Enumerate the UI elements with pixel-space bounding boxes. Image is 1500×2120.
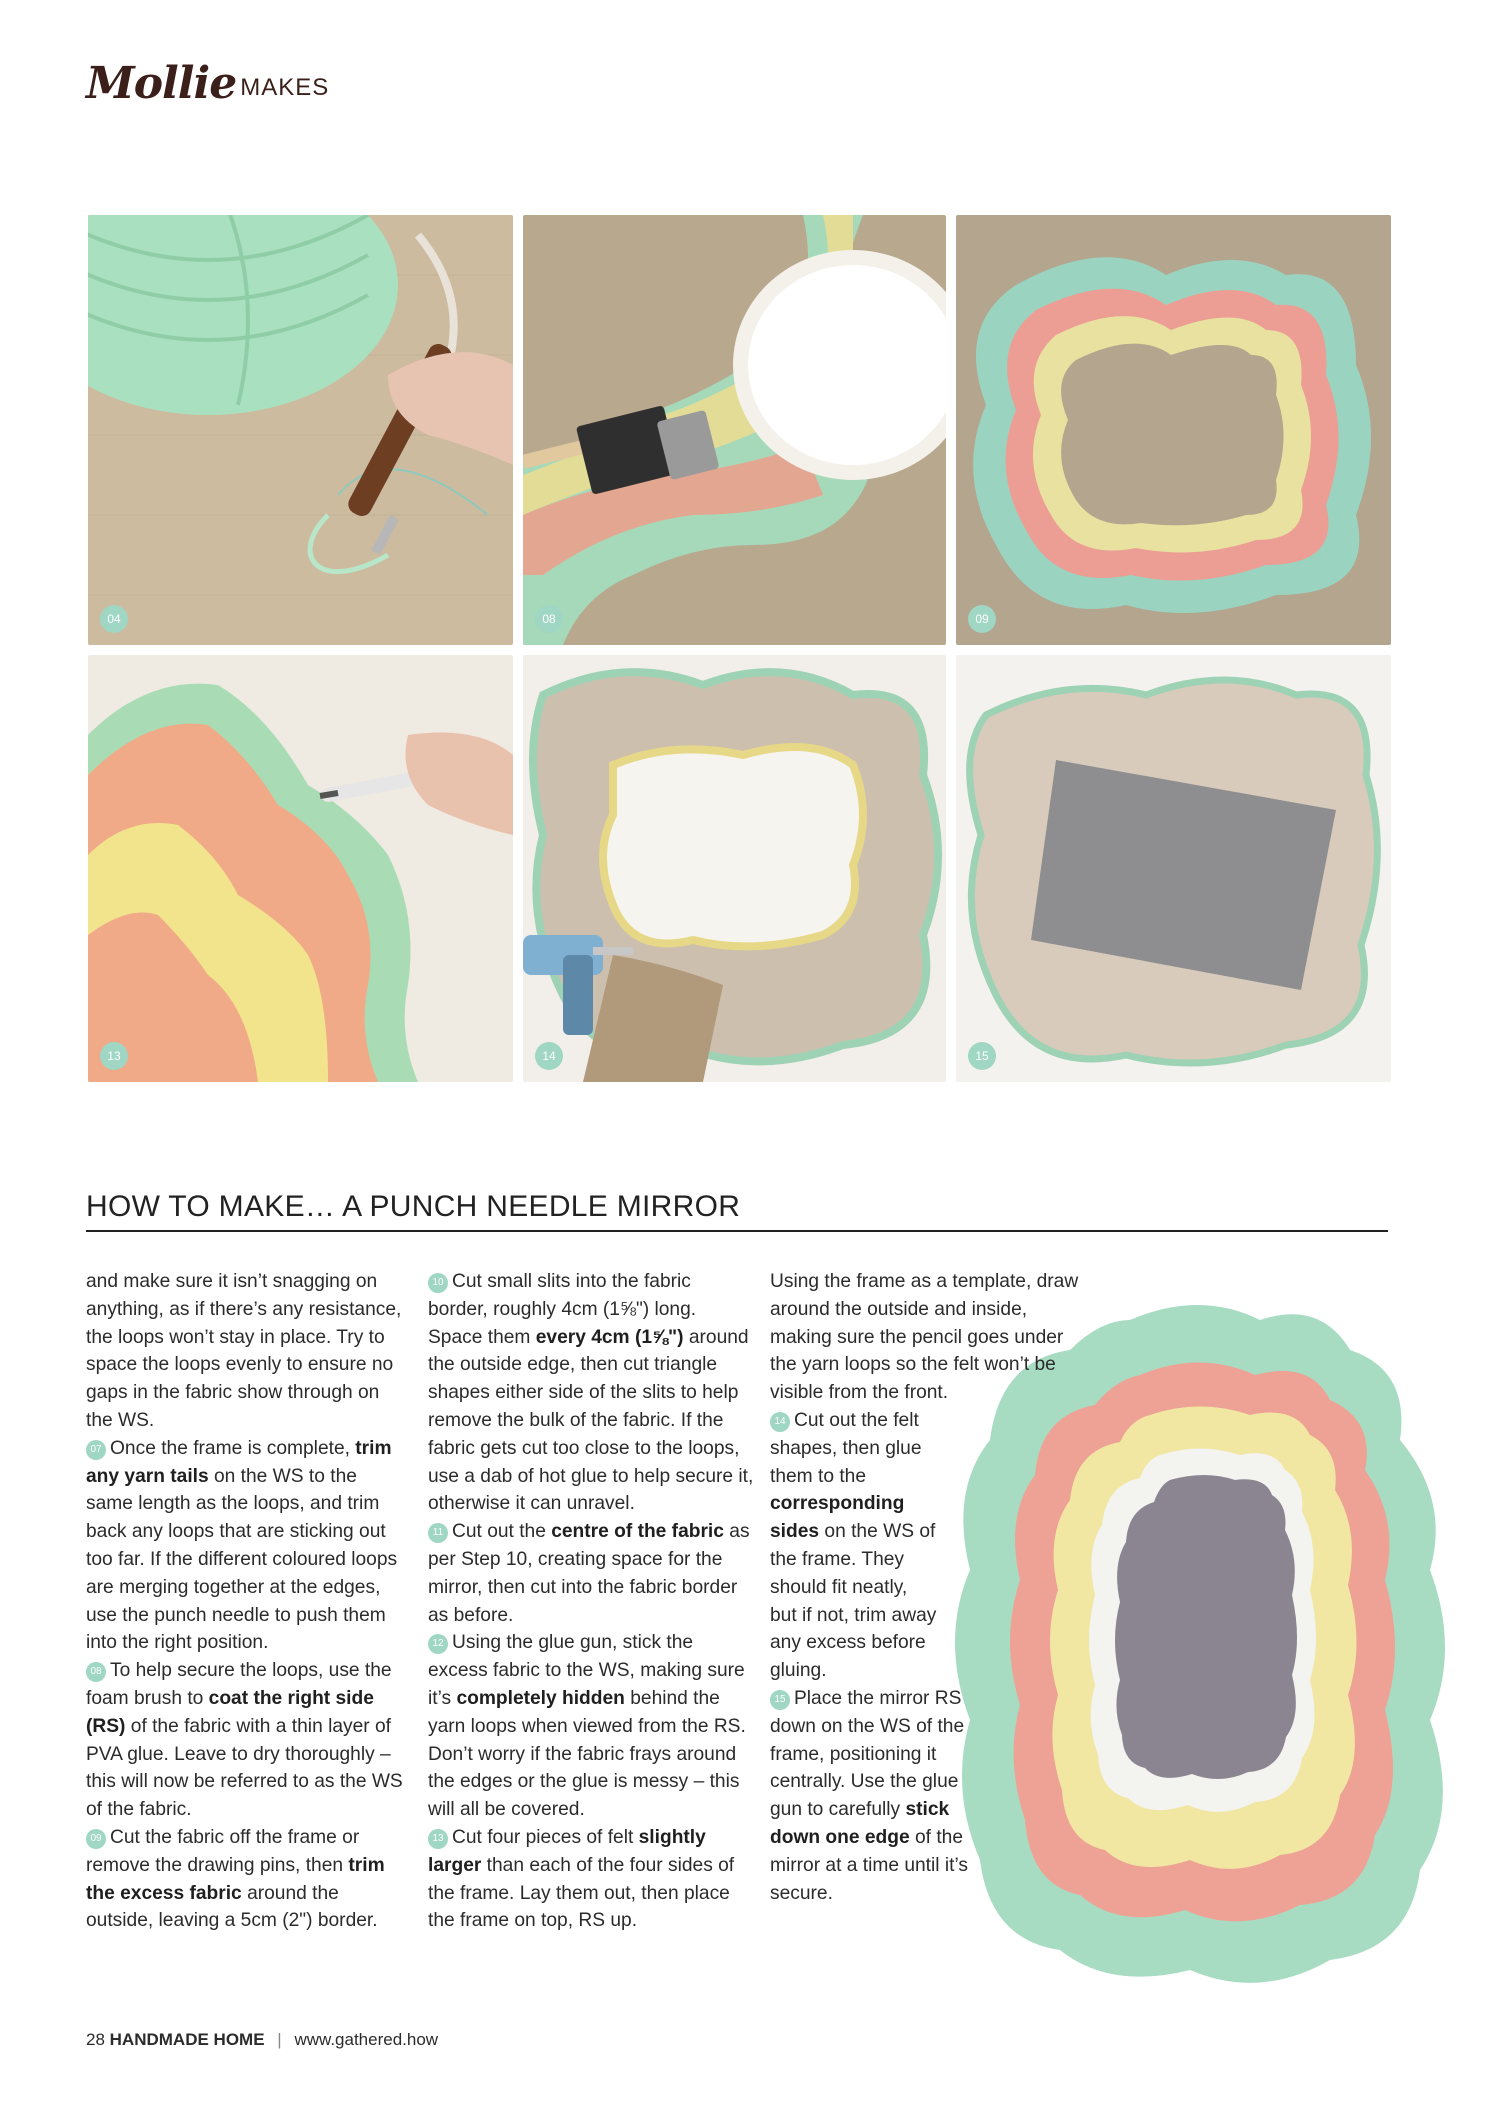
step-10-paragraph: 10 Cut small slits into the fabric border, roughly 4cm (1⅝") long. Space them every 4cm (1⅝") around the outside edge, then cut triangle shapes either side of the slits to help remove the bulk of the fabric. If the fabric gets cut too close to the loops, use a dab of hot glue to help secure it, otherwise it can unravel. (428, 1271, 754, 1515)
step-number-badge: 15 (770, 1690, 790, 1710)
step-number-badge: 10 (428, 1273, 448, 1293)
step-number-badge: 07 (86, 1440, 106, 1460)
step-number-badge: 08 (86, 1662, 106, 1682)
step-09-paragraph: 09 Cut the fabric off the frame or remove the drawing pins, then trim the excess fabric around the outside, leaving a 5cm (2") border. (86, 1826, 385, 1932)
magazine-name: HANDMADE HOME (109, 2030, 265, 2049)
step-number-badge: 11 (428, 1523, 448, 1543)
step-badge: 14 (535, 1042, 563, 1070)
step-15-paragraph: 15 Place the mirror RS down on the WS of the frame, positioning it centrally. Use the glue gun to carefully stick down one edge of the mirror at a time until it’s secure. (770, 1687, 968, 1904)
footer-url[interactable]: www.gathered.how (294, 2030, 439, 2049)
photo-step-08 (523, 215, 946, 645)
step-badge: 13 (100, 1042, 128, 1070)
text-column-3 (770, 1268, 1090, 1907)
step-number-badge: 13 (428, 1829, 448, 1849)
step-badge: 08 (535, 605, 563, 633)
step-badge: 09 (968, 605, 996, 633)
step-badge: 15 (968, 1042, 996, 1070)
text-column-2 (428, 1268, 754, 1935)
paragraph: and make sure it isn’t snagging on anything, as if there’s any resistance, the loops won’t stay in place. Try to space the loops evenly to ensure no gaps in the fabric show through on the WS. (86, 1271, 402, 1431)
step-number-badge: 09 (86, 1829, 106, 1849)
photo-step-13 (88, 655, 513, 1082)
photo-step-14 (523, 655, 946, 1082)
section-title: HOW TO MAKE… A PUNCH NEEDLE MIRROR (86, 1190, 1388, 1232)
glue-gun-photo (523, 655, 946, 1082)
finished-loops-photo (956, 215, 1391, 645)
text-column-1 (86, 1268, 406, 1935)
step-number-badge: 12 (428, 1634, 448, 1654)
paragraph: Using the frame as a template, draw around the outside and inside, making sure the pencil goes under the yarn loops so the felt won’t be visible from the front. (770, 1271, 1079, 1404)
footer-separator: | (277, 2030, 282, 2049)
page-number: 28 (86, 2030, 105, 2049)
photo-step-15 (956, 655, 1391, 1082)
page-footer (86, 2030, 438, 2050)
brand-makes: MAKES (240, 74, 330, 101)
step-08-paragraph: 08 To help secure the loops, use the foam brush to coat the right side (RS) of the fabric with a thin layer of PVA glue. Leave to dry thoroughly – this will now be referred to as the WS of the fabric. (86, 1660, 403, 1821)
step-14-paragraph: 14 Cut out the felt shapes, then glue them to the corresponding sides on the WS of the frame. They should fit neatly, but if not, trim away any excess before gluing. (770, 1409, 937, 1682)
felt-pencil-photo (88, 655, 513, 1082)
step-07-paragraph: 07 Once the frame is complete, trim any yarn tails on the WS to the same length as the loops, and trim back any loops that are sticking out too far. If the different coloured loops are merging together at the edges, use the punch needle to push them into the right position. (86, 1437, 398, 1654)
step-12-paragraph: 12 Using the glue gun, stick the excess fabric to the WS, making sure it’s completely hidden behind the yarn loops when viewed from the RS. Don’t worry if the fabric frays around the edges or the glue is messy – this will all be covered. (428, 1632, 746, 1821)
step-number-badge: 14 (770, 1412, 790, 1432)
punch-needle-outline-photo (88, 215, 513, 645)
step-11-paragraph: 11 Cut out the centre of the fabric as per Step 10, creating space for the mirror, then cut into the fabric border as before. (428, 1521, 750, 1626)
mirror-placement-photo (956, 655, 1391, 1082)
step-13-paragraph: 13 Cut four pieces of felt slightly larger than each of the four sides of the frame. Lay them out, then place the frame on top, RS up. (428, 1826, 735, 1932)
photo-step-09 (956, 215, 1391, 645)
glue-brush-photo (523, 215, 946, 645)
brand-script: Mollie (86, 58, 237, 109)
photo-step-04 (88, 215, 513, 645)
brand-logo (86, 56, 330, 109)
step-badge: 04 (100, 605, 128, 633)
